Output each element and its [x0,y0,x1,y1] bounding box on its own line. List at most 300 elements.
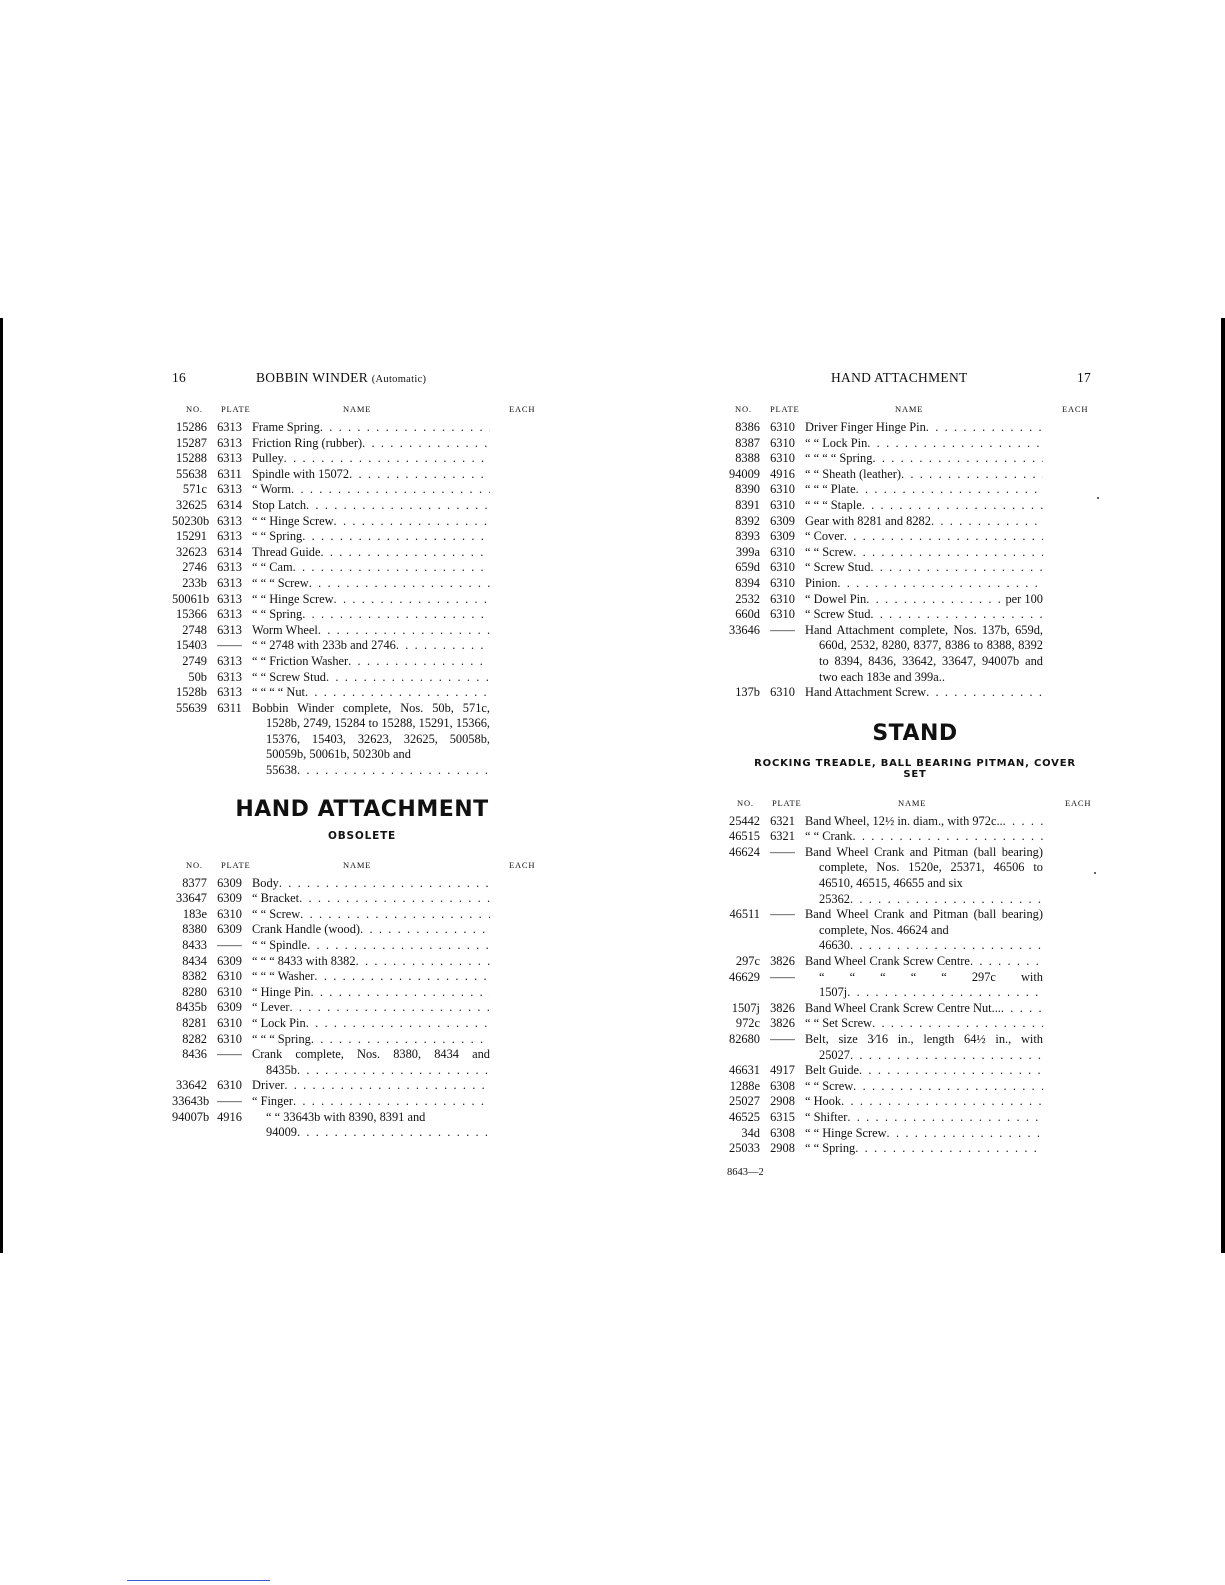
part-name: “ “ Cam [252,560,293,575]
part-name: “ “ “ Staple [805,497,862,512]
part-name: “ “ Crank [805,829,853,844]
left-scan-edge [0,318,3,1253]
table-row [172,907,552,923]
part-name: “ Dowel Pin [805,591,867,606]
part-no: 2749 [182,653,207,668]
part-no: 50b [188,669,207,684]
table-row [172,638,552,654]
part-name: Pulley [252,451,284,466]
part-name: “ “ Screw [805,544,854,559]
part-no: 8377 [182,875,207,890]
part-plate: 6313 [217,575,242,590]
part-plate: 6310 [770,575,795,590]
part-no: 15286 [176,420,207,434]
running-title-sub: (Automatic) [371,374,427,385]
pitman-complete-entry [725,845,1105,954]
part-name: “ “ Screw [805,1078,854,1093]
part-no: 8387 [735,435,760,450]
part-no: 8382 [182,969,207,984]
table-row [172,985,552,1001]
part-name: “ “ “ Screw [252,575,309,590]
table-row [172,685,552,701]
table-row [725,560,1105,576]
part-no: 1288e [729,1078,760,1093]
part-no: 137b [735,685,760,700]
part-name: “ “ Sheath (leather) [805,466,901,481]
part-name: Hand Attachment Screw [805,685,927,700]
column-headers-2 [725,798,1105,814]
table-row [172,938,552,954]
part-plate: —— [217,1047,242,1062]
part-no: 8280 [182,984,207,999]
table-row [172,1032,552,1048]
part-no: 8436 [182,1047,207,1062]
part-description-end: 55638 [266,763,297,778]
part-no: 972c [735,1016,760,1031]
part-plate: —— [770,907,795,922]
left-page-header [172,370,552,394]
part-plate: 6310 [217,906,242,921]
part-no: 8386 [735,420,760,434]
part-plate: 6310 [770,482,795,497]
part-name: “ Screw Stud [805,560,871,575]
table-row [172,592,552,608]
table-row [172,922,552,938]
table-row [172,876,552,892]
col-plate: PLATE [221,404,251,414]
table-row [725,467,1105,483]
col-each: EACH [1062,404,1089,414]
table-row [725,420,1105,436]
part-name: “ Worm [252,482,292,497]
table-row [172,1000,552,1016]
part-no: 46511 [729,907,760,922]
part-plate: —— [217,938,242,953]
table-row [172,1078,552,1094]
part-name: “ “ “ Plate [805,482,856,497]
stand-parts-list-3 [725,1001,1105,1032]
part-plate: 6310 [770,497,795,512]
part-no: 15287 [176,435,207,450]
col-name: NAME [895,404,924,414]
part-name: “ “ Spring [252,529,303,544]
table-row [725,1110,1105,1126]
part-description: Crank complete, Nos. 8380, 8434 and [252,1047,490,1062]
col-no: NO. [737,797,754,808]
part-name: Band Wheel Crank Screw Centre Nut... [805,1000,1001,1015]
part-plate: 6310 [770,420,795,434]
part-name: Crank Handle (wood) [252,922,361,937]
part-no: 94007b [172,1109,210,1124]
part-name: “ Shifter [805,1109,848,1124]
part-plate: 6313 [217,420,242,434]
part-plate: 6321 [770,813,795,828]
part-name: “ “ Screw Stud [252,669,326,684]
part-no: 8433 [182,938,207,953]
part-no: 571c [182,482,207,497]
part-no: 15288 [176,451,207,466]
table-row [172,1094,552,1110]
part-plate: 6309 [770,529,795,544]
part-plate: 6313 [217,622,242,637]
part-plate: 6310 [217,984,242,999]
part-description-end: 94009 [266,1125,297,1140]
part-no: 32623 [176,544,207,559]
part-no: 33646 [729,622,760,637]
obsolete-subtitle: OBSOLETE [327,829,396,842]
part-no: 15403 [176,638,207,653]
table-row [172,545,552,561]
part-description-end: 25362 [819,891,850,906]
part-plate: 6313 [217,482,242,497]
table-row [725,576,1105,592]
part-plate: 6314 [217,544,242,559]
part-plate: 6313 [217,607,242,622]
part-no: 399a [735,544,760,559]
table-row [725,829,1105,845]
part-no: 660d [735,607,760,622]
part-name: “ Screw Stud [805,607,871,622]
page-number: 17 [1077,370,1092,385]
col-no: NO. [735,404,752,414]
bobbin-parts-list [172,420,552,701]
part-no: 8390 [735,482,760,497]
col-name: NAME [343,404,372,414]
part-plate: 6313 [217,560,242,575]
part-plate: 3826 [770,1016,795,1031]
hand-complete-entry [725,623,1105,701]
running-title [256,370,426,386]
hand-attachment-list [725,420,1105,592]
dowel-pin-entry [725,592,1105,623]
part-name: “ Lock Pin [252,1016,306,1030]
running-title-text: BOBBIN WINDER [256,370,369,385]
part-no: 1507j [731,1000,760,1015]
hand-attachment-title: HAND ATTACHMENT [235,796,489,822]
table-row [172,560,552,576]
part-no: 94009 [729,466,760,481]
part-no: 32625 [176,497,207,512]
part-name: “ “ Spring [805,1141,856,1156]
part-plate: 6309 [217,891,242,906]
col-no: NO. [186,404,203,414]
part-no: 25027 [729,1094,760,1109]
part-name: “ “ Screw [252,906,301,921]
part-name: Driver Finger Hinge Pin [805,420,926,434]
running-title: HAND ATTACHMENT [831,370,968,385]
part-plate: 6309 [217,1000,242,1015]
part-name: “ Hook [805,1094,842,1109]
table-row [725,814,1105,830]
part-name: “ Bracket [252,891,300,906]
part-no: 8435b [176,1000,207,1015]
part-plate: 6310 [217,1016,242,1030]
part-description: “ “ 33643b with 8390, 8391 and [266,1109,426,1124]
part-no: 8392 [735,513,760,528]
table-row [172,514,552,530]
table-row [725,498,1105,514]
part-plate: —— [770,969,795,984]
part-plate: 2908 [770,1141,795,1156]
table-row [725,1063,1105,1079]
part-plate: 6313 [217,451,242,466]
part-no: 183e [182,906,207,921]
stand-parts-list-1 [725,814,1105,845]
left-page [172,370,552,1141]
table-row [172,607,552,623]
part-name: Gear with 8281 and 8282 [805,513,931,528]
part-plate: 6313 [217,435,242,450]
part-no: 25442 [729,813,760,828]
part-plate: 2908 [770,1094,795,1109]
part-name: “ “ Set Screw [805,1016,873,1031]
column-headers [725,404,1105,420]
part-description: Bobbin Winder complete, Nos. 50b, 571c, 1528b, 2749, 15284 to 15288, 15291, 15366, 15376, 15403, 32623, 32625, 50058b, 50059b, 50061b, 50230b and [252,700,490,762]
table-row [172,654,552,670]
part-no: 2746 [182,560,207,575]
part-no: 34d [741,1125,760,1140]
part-name: Pinion [805,575,838,590]
part-name: Band Wheel, 12½ in. diam., with 972c.. [805,813,1003,828]
part-name: “ “ Spindle [252,938,308,953]
part-plate: 6310 [217,969,242,984]
table-row [725,529,1105,545]
part-plate: 6310 [770,685,795,700]
crank-complete-entry [172,1047,552,1078]
part-no: 82680 [729,1032,760,1046]
part-plate: 6311 [217,466,242,481]
part-plate: 4916 [217,1109,242,1124]
table-row [172,482,552,498]
part-name: “ Hinge Pin [252,984,311,999]
table-row [172,436,552,452]
table-row [172,498,552,514]
bobbin-complete-entry [172,701,552,779]
col-plate: PLATE [221,859,251,870]
part-no: 15291 [176,529,207,544]
part-no: 8391 [735,497,760,512]
part-description: Hand Attachment complete, Nos. 137b, 659d, 660d, 2532, 8280, 8377, 8386 to 8388, 8392 to 8394, 8436, 33642, 33647, 94007b and two each 183e and 399a.. [805,622,1043,684]
table-row [725,1141,1105,1157]
part-name: “ “ 2748 with 233b and 2746 [252,638,396,653]
table-row [172,467,552,483]
col-plate: PLATE [770,404,800,414]
part-name: “ “ “ Spring [252,1031,311,1046]
col-each: EACH [1065,797,1092,808]
table-row [725,1001,1105,1017]
part-no: 8393 [735,529,760,544]
part-no: 55638 [176,466,207,481]
part-name: “ Finger [252,1093,293,1108]
column-headers-2 [172,860,552,876]
part-plate: —— [770,1032,795,1046]
table-row [725,436,1105,452]
table-row [172,529,552,545]
stand-parts-list-2 [725,954,1105,970]
right-page [725,370,1105,1157]
part-no: 233b [182,575,207,590]
part-name: Belt Guide [805,1063,860,1078]
part-no: 55639 [176,700,207,715]
part-no: 46624 [729,844,760,859]
part-plate: 6311 [217,700,242,715]
part-plate: 6313 [217,529,242,544]
stand-subtitle: ROCKING TREADLE, BALL BEARING PITMAN, COVER SET [754,757,1076,780]
part-no: 8388 [735,451,760,466]
part-no: 33643b [172,1093,210,1108]
part-name: “ “ Hinge Screw [252,591,334,606]
table-row [725,1079,1105,1095]
table-row [725,545,1105,561]
part-no: 8281 [182,1016,207,1030]
part-description: Belt, size 3⁄16 in., length 64½ in., with [805,1032,1043,1046]
part-plate: 6310 [770,435,795,450]
part-plate: 4916 [770,466,795,481]
part-name: “ “ Hinge Screw [805,1125,887,1140]
column-headers [172,404,552,420]
table-row [172,451,552,467]
part-name: “ “ Friction Washer [252,653,349,668]
part-name: “ “ Hinge Screw [252,513,334,528]
part-no: 33647 [176,891,207,906]
hand-attachment-obsolete-list [172,876,552,1048]
table-row [172,891,552,907]
part-no: 46515 [729,829,760,844]
part-plate: 6309 [217,875,242,890]
part-name: “ “ Spring [252,607,303,622]
part-no: 297c [735,954,760,969]
stand-parts-list-4 [725,1063,1105,1157]
table-row [172,1016,552,1032]
right-page-header [725,370,1105,394]
part-description-end: 1507j [819,985,848,1000]
part-plate: 6308 [770,1078,795,1093]
part-no: 8394 [735,575,760,590]
part-plate: 6310 [770,560,795,575]
col-name: NAME [343,859,372,870]
part-description: Band Wheel Crank and Pitman (ball bearing) complete, Nos. 1520e, 25371, 46506 to 46510, 46515, 46655 and six [805,844,1043,891]
belt-entry [725,1032,1105,1063]
part-no: 2532 [735,591,760,606]
print-code: 8643—2 [727,1167,764,1178]
part-plate: 3826 [770,954,795,969]
part-name: Body [252,875,279,890]
part-name: “ “ “ “ Nut [252,685,305,700]
table-row [172,420,552,436]
table-row [725,1126,1105,1142]
part-no: 33642 [176,1078,207,1093]
table-row [725,954,1105,970]
table-row [172,623,552,639]
table-row [725,1016,1105,1032]
part-no: 46525 [729,1109,760,1124]
part-name: Driver [252,1078,285,1093]
part-name: Stop Latch [252,497,307,512]
part-plate: 6313 [217,591,242,606]
part-description: “ “ “ “ “ 297c with [819,969,1043,984]
part-no: 25033 [729,1141,760,1156]
part-name: “ Lever [252,1000,290,1015]
part-name: Frame Spring [252,420,320,434]
centre-complete-entry [725,970,1105,1001]
part-plate: —— [770,844,795,859]
col-each: EACH [509,404,536,414]
table-row [172,670,552,686]
part-unit: per 100 [1005,591,1043,606]
table-row [725,482,1105,498]
part-no: 8434 [182,953,207,968]
part-name: Band Wheel Crank Screw Centre [805,954,970,969]
part-description-end: 25027 [819,1047,850,1062]
table-row [725,1094,1105,1110]
part-name: Worm Wheel [252,622,318,637]
col-each: EACH [509,859,536,870]
part-plate: 6313 [217,669,242,684]
part-description: Band Wheel Crank and Pitman (ball bearing) complete, Nos. 46624 and [805,907,1043,937]
part-name: Spindle with 15072 [252,466,350,481]
part-name: “ “ Lock Pin [805,435,868,450]
table-row [172,576,552,592]
driver-complete-entry [172,1110,552,1141]
part-plate: —— [770,622,795,637]
table-row [725,451,1105,467]
page-number: 16 [172,370,187,385]
part-plate: 6315 [770,1109,795,1124]
part-plate: 6321 [770,829,795,844]
part-plate: 6313 [217,513,242,528]
part-plate: 4917 [770,1063,795,1078]
part-plate: 6310 [770,607,795,622]
part-name: “ “ “ Washer [252,969,315,984]
part-no: 50061b [172,591,210,606]
part-no: 8282 [182,1031,207,1046]
right-scan-edge [1221,318,1225,1253]
part-no: 46631 [729,1063,760,1078]
part-plate: 6308 [770,1125,795,1140]
part-plate: 3826 [770,1000,795,1015]
part-plate: 6309 [217,953,242,968]
part-no: 2748 [182,622,207,637]
part-name: Thread Guide [252,544,321,559]
col-plate: PLATE [772,797,802,808]
part-plate: 6314 [217,497,242,512]
col-name: NAME [898,797,927,808]
part-plate: 6310 [770,591,795,606]
part-plate: 6309 [217,922,242,937]
part-name: “ “ “ 8433 with 8382 [252,953,356,968]
stand-title: STAND [872,720,958,746]
part-name: “ Cover [805,529,844,544]
part-plate: 6310 [770,451,795,466]
part-no: 8380 [182,922,207,937]
part-plate: —— [217,638,242,653]
col-no: NO. [186,859,203,870]
part-plate: —— [217,1093,242,1108]
part-plate: 6310 [217,1031,242,1046]
part-no: 15366 [176,607,207,622]
part-name: “ “ “ “ Spring [805,451,873,466]
part-name: Friction Ring (rubber) [252,435,363,450]
part-plate: 6313 [217,685,242,700]
part-no: 1528b [176,685,207,700]
part-description-end: 46630 [819,938,850,953]
part-plate: 6310 [770,544,795,559]
table-row [725,514,1105,530]
table-row [172,969,552,985]
part-plate: 6313 [217,653,242,668]
part-no: 46629 [729,969,760,984]
part-no: 50230b [172,513,210,528]
